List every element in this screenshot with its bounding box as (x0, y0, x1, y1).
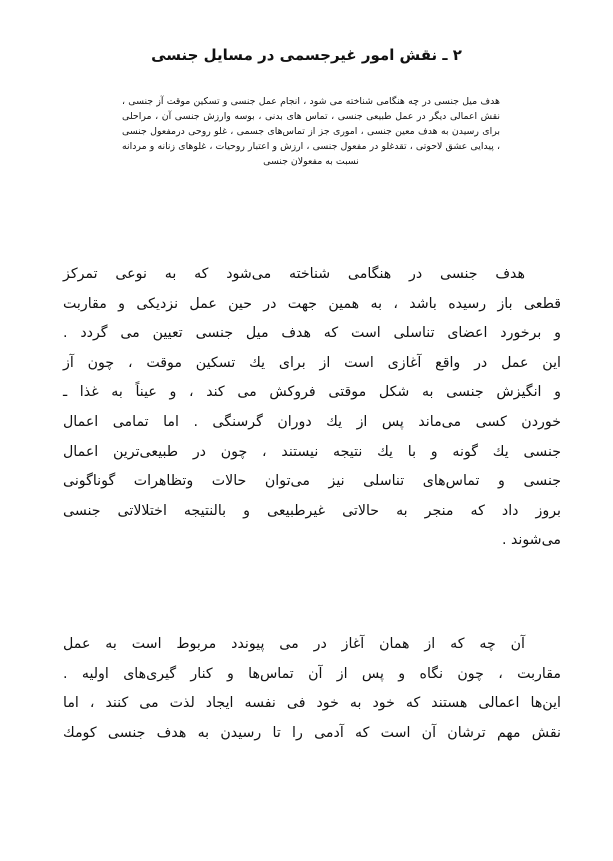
body-paragraph-2 (63, 630, 561, 748)
paragraph-line: جنسی یك گونه و با یك نتیجه نیستند ، چون در طبیعی‌ترین اعمال (63, 443, 561, 460)
abstract-text: هدف میل جنسی در چه هنگامی شناخته می شود ، انجام عمل جنسی و تسکین موقت آز جنسی ، نقش اعمالی دیگر در عمل طبیعی جنسی ، تماس های بدنی ، بوسه وارزش جنسی آن ، مراحلی برای رسیدن به هدف معین جنسی ، اموری جز از تماس‌های جسمی ، غلو روحی درمفعول جنسی ، پیدایی عشق لاحوتی ، تقدغلو در مفعول جنسی ، ارزش و اعتبار روحیات ، غلوهای زنانه و مردانه نسبت به مفعولان جنسی (122, 96, 500, 167)
paragraph-line: و انگیزش جنسی به شکل موقتی فروکش می کند ، و عیناً به غذا ـ (63, 384, 561, 401)
paragraph-line: هدف جنسی در هنگامی شناخته می‌شود که به نوعی تمرکز (63, 266, 525, 282)
paragraph-line: مقاربت ، چون نگاه و پس از آن تماس‌ها و کنار گیری‌های اولیه . (63, 665, 561, 682)
body-paragraph-1 (63, 260, 561, 556)
paragraph-line: نقش مهم ترشان آن است که آدمی را تا رسیدن به هدف جنسی کومك (63, 724, 561, 741)
paragraph-line: قطعی باز رسیده باشد ، به همین جهت در حین عمل نزدیکی و مقاربت (63, 295, 561, 312)
section-heading: ۲ ـ نقش امور غیرجسمی در مسایل جنسی (151, 46, 462, 64)
paragraph-line: بروز داد که منجر به حالاتی غیرطبیعی و بالنتیجه اختلالاتی جنسی (63, 502, 561, 519)
paragraph-line: این عمل در واقع آغازی است از برای یك تسکین موقت ، چون آز (63, 354, 561, 371)
section-abstract (122, 95, 500, 170)
paragraph-line: می‌شوند . (501, 532, 561, 549)
paragraph-line: و برخورد اعضای تناسلی است که هدف میل جنسی تعیین می گردد . (63, 325, 561, 342)
paragraph-line: جنسی و تماس‌های تناسلی نیز می‌توان حالات وتظاهرات گوناگونی (63, 473, 561, 490)
paragraph-line: این‌ها اعمالی هستند که خود به خود فی نفسه ایجاد لذت می کنند ، اما (63, 695, 561, 712)
paragraph-line: آن چه که از همان آغاز در می پیوندد مربوط است به عمل (63, 636, 525, 652)
paragraph-line: خوردن کسی می‌ماند پس از یك دوران گرسنگی . اما تمامی اعمال (63, 413, 561, 430)
